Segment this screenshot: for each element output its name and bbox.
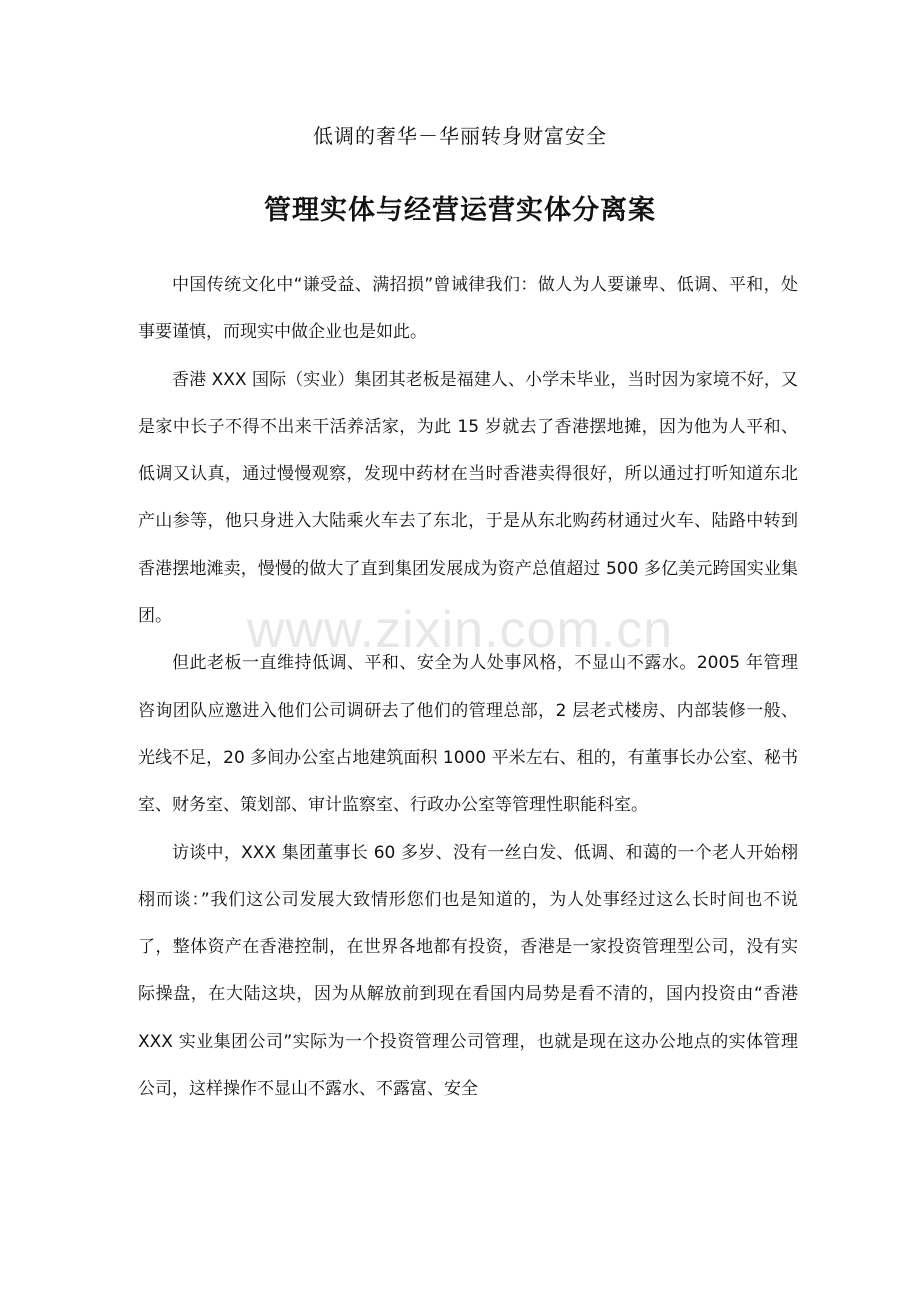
document-title: 管理实体与经营运营实体分离案 — [264, 195, 656, 226]
document-subtitle: 低调的奢华－华丽转身财富安全 — [313, 124, 607, 148]
paragraph-4: 访谈中，XXX 集团董事长 60 多岁、没有一丝白发、低调、和蔼的一个老人开始栩栩而谈：”我们这公司发展大致情形您们也是知道的，为人处事经过这么长时间也不说了，整体资产在香港控制，在世界各地都有投资，香港是一家投资管理型公司，没有实际操盘，在大陆这块，因为从解放前到现在看国内局势是看不清的，国内投资由“香港 XXX 实业集团公司”实际为一个投资管理公司管理，也就是现在这办公地点的实体管理公司，这样操作不显山不露水、不露富、安全 — [138, 842, 798, 1100]
paragraph-1: 中国传统文化中“谦受益、满招损”曾诫律我们：做人为人要谦卑、低调、平和，处事要谨慎，而现实中做企业也是如此。 — [138, 275, 798, 343]
watermark: www.zixin.com.cn — [246, 601, 674, 659]
document-body — [138, 262, 798, 1113]
paragraph-2: 香港 XXX 国际（实业）集团其老板是福建人、小学未毕业，当时因为家境不好，又是家中长子不得不出来干活养活家，为此 15 岁就去了香港摆地摊，因为他为人平和、低调又认真，通过慢慢观察，发现中药材在当时香港卖得很好，所以通过打听知道东北产山参等，他只身进入大陆乘火车去了东北，于是从东北购药材通过火车、陆路中转到香港摆地滩卖，慢慢的做大了直到集团发展成为资产总值超过 500 多亿美元跨国实业集团。 — [138, 369, 798, 627]
paragraph-3: 但此老板一直维持低调、平和、安全为人处事风格，不显山不露水。2005 年管理咨询团队应邀进入他们公司调研去了他们的管理总部，2 层老式楼房、内部装修一般、光线不足，20 多间办公室占地建筑面积 1000 平米左右、租的，有董事长办公室、秘书室、财务室、策划部、审计监察室、行政办公室等管理性职能科室。 — [138, 653, 798, 816]
